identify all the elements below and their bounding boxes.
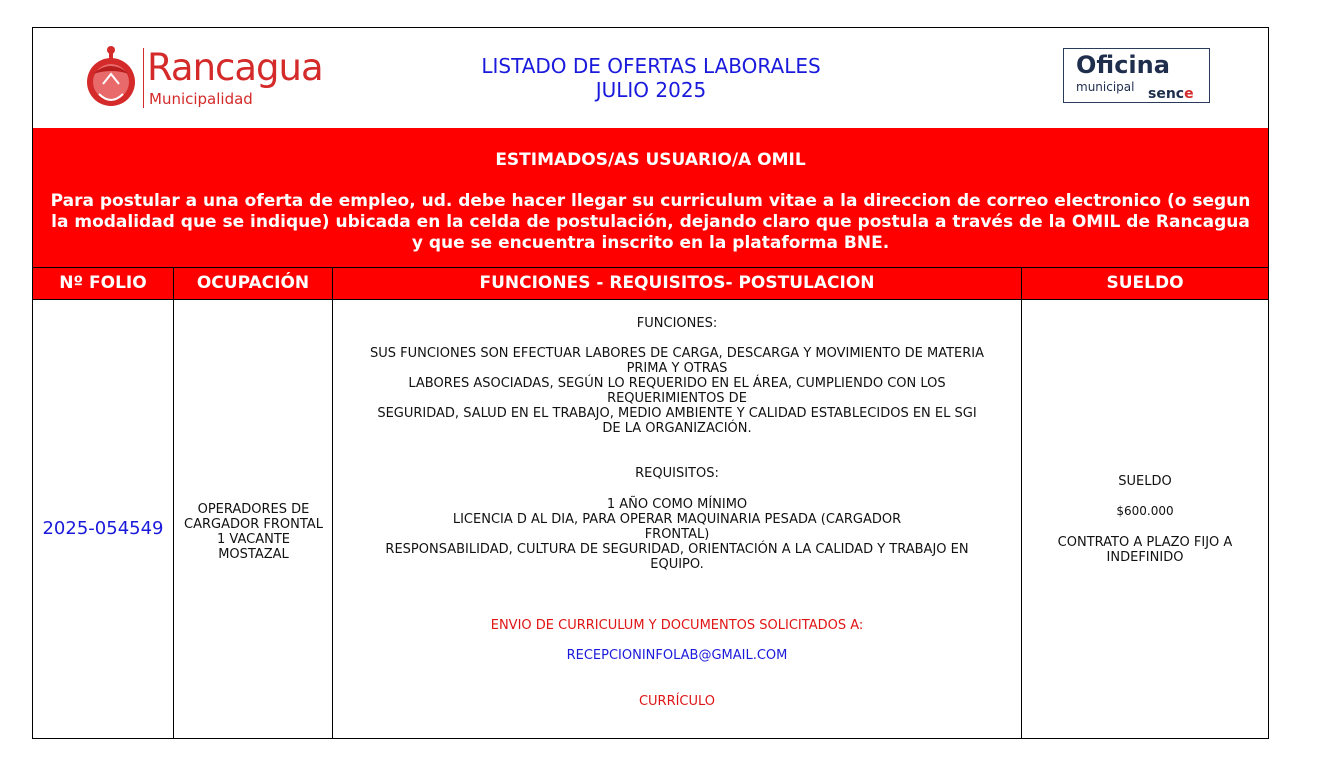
- functions-line: REQUERIMIENTOS DE: [607, 391, 747, 406]
- send-to-label: ENVIO DE CURRICULUM Y DOCUMENTOS SOLICITADOS A:: [490, 618, 864, 633]
- occupation-line: MOSTAZAL: [218, 547, 289, 562]
- functions-title: FUNCIONES:: [636, 316, 718, 331]
- header-salary: SUELDO: [1021, 268, 1268, 299]
- occupation-line: OPERADORES DE: [197, 502, 310, 517]
- functions-text: [333, 346, 1021, 436]
- occupation-line: 1 VACANTE: [217, 532, 290, 547]
- municipal-text: municipal: [1076, 80, 1135, 94]
- functions-line: SEGURIDAD, SALUD EN EL TRABAJO, MEDIO AMBIENTE Y CALIDAD ESTABLECIDOS EN EL SGI: [377, 406, 977, 421]
- cell-salary: [1021, 300, 1268, 738]
- oficina-municipal-logo: [1063, 48, 1210, 103]
- occupation-line: CARGADOR FRONTAL: [184, 517, 323, 532]
- functions-line: SUS FUNCIONES SON EFECTUAR LABORES DE CARGA, DESCARGA Y MOVIMIENTO DE MATERIA: [369, 346, 984, 361]
- functions-line: LABORES ASOCIADAS, SEGÚN LO REQUERIDO EN EL ÁREA, CUMPLIENDO CON LOS: [408, 376, 946, 391]
- oficina-text: Oficina: [1076, 51, 1170, 79]
- contract-line: INDEFINIDO: [1106, 550, 1184, 565]
- sence-brand: [1148, 86, 1194, 102]
- cell-folio: [33, 300, 173, 738]
- contract-text: [1022, 535, 1268, 565]
- requirements-line: EQUIPO.: [650, 557, 704, 572]
- cell-functions: [332, 300, 1021, 738]
- cell-occupation: [173, 300, 332, 738]
- header-occupation: OCUPACIÓN: [173, 268, 332, 299]
- title-line-2: JULIO 2025: [595, 78, 707, 102]
- salary-title: SUELDO: [1118, 474, 1172, 489]
- page-title: [433, 54, 869, 102]
- sence-brand-end: e: [1184, 86, 1194, 102]
- cv-link[interactable]: CURRÍCULO: [638, 694, 716, 709]
- salary-amount: $600.000: [1116, 504, 1174, 518]
- contract-line: CONTRATO A PLAZO FIJO A: [1057, 535, 1233, 550]
- sence-brand-text: senc: [1148, 86, 1185, 102]
- functions-line: PRIMA Y OTRAS: [626, 361, 728, 376]
- requirements-line: FRONTAL): [644, 527, 710, 542]
- notice-banner: [33, 128, 1268, 268]
- header-folio: Nº FOLIO: [59, 273, 147, 293]
- logo-subtitle: Municipalidad: [149, 90, 253, 108]
- notice-greeting: ESTIMADOS/AS USUARIO/A OMIL: [495, 150, 806, 170]
- logo-name: Rancagua: [147, 46, 323, 89]
- requirements-title: REQUISITOS:: [635, 466, 719, 481]
- rancagua-logo: [83, 44, 323, 114]
- header-functions: FUNCIONES - REQUISITOS- POSTULACION: [332, 268, 1021, 299]
- email-link[interactable]: RECEPCIONINFOLAB@GMAIL.COM: [566, 648, 788, 663]
- title-line-1: LISTADO DE OFERTAS LABORALES: [481, 54, 821, 78]
- functions-line: DE LA ORGANIZACIÓN.: [602, 421, 752, 436]
- table-row: [33, 300, 1268, 738]
- notice-body: Para postular a una oferta de empleo, ud. debe hacer llegar su curriculum vitae a la direccion de correo electronico (o segun la modalidad que se indique) ubicada en la celda de postulación, dejando claro que postula a través de la OMIL de Rancagua y que se encuentra inscrito en la plataforma BNE.: [50, 191, 1251, 253]
- job-listing-sheet: [32, 27, 1269, 739]
- city-emblem-icon: [83, 44, 139, 112]
- logo-divider: [143, 48, 144, 108]
- requirements-line: RESPONSABILIDAD, CULTURA DE SEGURIDAD, ORIENTACIÓN A LA CALIDAD Y TRABAJO EN: [385, 542, 969, 557]
- folio-number: 2025-054549: [42, 518, 164, 539]
- requirements-line: LICENCIA D AL DIA, PARA OPERAR MAQUINARIA PESADA (CARGADOR: [452, 512, 902, 527]
- requirements-line: 1 AÑO COMO MÍNIMO: [606, 497, 748, 512]
- table-header: [33, 268, 1268, 300]
- occupation-text: [174, 502, 333, 562]
- requirements-text: [333, 497, 1021, 572]
- header: [33, 28, 1268, 129]
